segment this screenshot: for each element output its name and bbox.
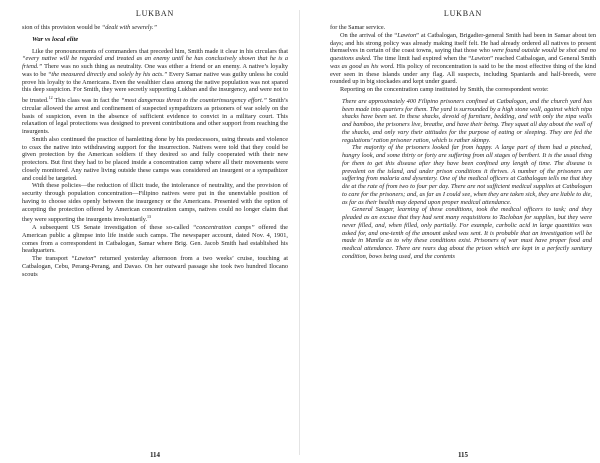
- carry-over-paragraph: sion of this provision would be “dealt with severely.”: [22, 24, 157, 31]
- section-heading: War vs local elite: [32, 35, 79, 43]
- running-head-left: LUKBAN: [135, 9, 175, 18]
- quote-paragraph: There are approximately 400 Filipino prisoners confined at Catbalogan, and the church yard has been made into quarters for them. The yard is surrounded by a high stone wall, against which nipa shacks have been set. In these shacks, devoid of furniture, bedding, and with only the nipa walls and bamboo, the prisoners live, breathe, and have their being. They squat all day about the wall of the shacks, and only vary their attitudes for the purpose of eating or sleeping. They are fed the regulations’ ration prisoner ration, which is rather skimpy.: [342, 97, 592, 144]
- running-head-right: LUKBAN: [443, 9, 483, 18]
- left-page-body: [22, 24, 288, 278]
- paragraph: The transport “Lawton” returned yesterday afternoon from a two weeks’ cruise, touching at Catbalogan, Cebu, Perang-Perang, and Davao. On her outward passage she took two hundred Ilocano scouts: [22, 255, 288, 278]
- footnote-ref: 13: [147, 214, 152, 220]
- paragraph: Smith also continued the practice of hamletting done by his predecessors, using threats and violence to coax the native into withdrawing support for the insurrection. Natives were told that they could be given protection by the American soldiers if they desired so and fully cooperated with their new protectors. But first they had to be placed inside a concentration camp where all their movements were closely monitored. Any native living outside these camps was considered an insurgent or a sympathizer and could be targeted.: [22, 135, 288, 182]
- paragraph: Reporting on the concentration camp instituted by Smith, the correspondent wrote:: [340, 86, 549, 93]
- quote-paragraph: General Sauger, learning of these conditions, took the medical officers to task; and they pleaded as an excuse that they had sent many requisitions to Tacloban for supplies, but they were never filled, and, when filled, only partially. For example, carbolic acid in large quantities was asked for, and one-tenth of the amount asked was sent. It is probable that an investigation will be made in Manila as to why these conditions exist. Prisoners of war must have proper food and medical attendance. There are rears dug about the prison which are kept in a perfectly sanitary condition, bows being used, and the contents: [342, 206, 592, 260]
- paragraph: With these policies—the reduction of illicit trade, the intolerance of neutrality, and the provision of security through population concentration—Filipino natives were put in the unenviable position of having to choose sides openly between the insurgency or the Americans. Presented with the option of accepting the protection offered by American concentration camps, natives could no longer claim that they were supporting the insurgents involuntarily.$^{13}$: [22, 182, 288, 224]
- right-page-body: [330, 24, 596, 261]
- right-page: [330, 0, 596, 463]
- paragraph: Like the pronouncements of commanders that preceded him, Smith made it clear in his circulars that “every native will be regarded and treated as an enemy until he has conclusively shown that he is a friend.” There was no such thing as neutrality. One was either a friend or an enemy. A native’s loyalty was to be “the measured directly and solely by his acts.” Every Samar native was guilty unless he could prove his loyalty to the Americans. Even the wealthier class among the native population was not spared this deep suspicion. For Smith, they were secretly supporting Lukban and the insurgency, and were not to be trusted.$^{12}$ This class was in fact the “most dangerous threat to the counterinsurgency effort.” Smith’s circular allowed the arrest and confinement of suspected sympathizers as prisoners of war solely on the basis of suspicion, even in the absence of sufficient evidence to convict in a military court. This relaxation of legal protections was designed to prevent contributions and other support from reaching the insurgents.: [22, 47, 289, 136]
- left-page: [22, 0, 288, 463]
- paragraph: On the arrival of the “Lawton” at Catbalogan, Brigadier-general Smith had been in Samar about ten days; and his strong policy was already making itself felt. He had already ordered all natives to present themselves in certain of the coast towns, saying that those who were found outside would be shot and no questions asked. The time limit had expired when the “Lawton” reached Catbalogan, and General Smith was as good as his word. His policy of reconcentration is said to be the most effective thing of the kind ever seen in these islands under any flag. All suspects, including Spaniards and half-breeds, were rounded up in big stockades and kept under guard.: [330, 31, 596, 86]
- paragraph: A subsequent US Senate investigation of these so-called “concentration camps” offered the American public a glimpse into life inside such camps. The newspaper account, dated Nov. 4, 1901, comes from a correspondent in Catbalogan, Samar where Brig. Gen. Jacob Smith had established his headquarters.: [22, 224, 288, 255]
- carry-over-paragraph: for the Samar service.: [330, 24, 386, 31]
- block-quote: [342, 98, 592, 261]
- footnote-ref: 12: [48, 95, 53, 100]
- page-number-left: 114: [149, 451, 161, 459]
- page-gutter: [299, 10, 300, 455]
- page-number-right: 115: [457, 451, 469, 459]
- quote-paragraph: The majority of the prisoners looked far from happy. A large part of them had a pinched, hungry look, and some thirty or forty are suffering from all stages of beriberi. It is the usual thing for them to get this disease after they have been confined any length of time. The disease is prevalent on the island, and under prison conditions it thrives. A number of the prisoners are suffering from malaria and dysentery. One of the medical officers at Catbalogan tells me that they die at the rate of from two to four per day. There are not sufficient medical supplies at Catbalogan to care for the prisoners; and, as far as I could see, when they are taken sick, they are liable to die, as far as their health may depend upon proper medical attendance.: [342, 144, 592, 206]
